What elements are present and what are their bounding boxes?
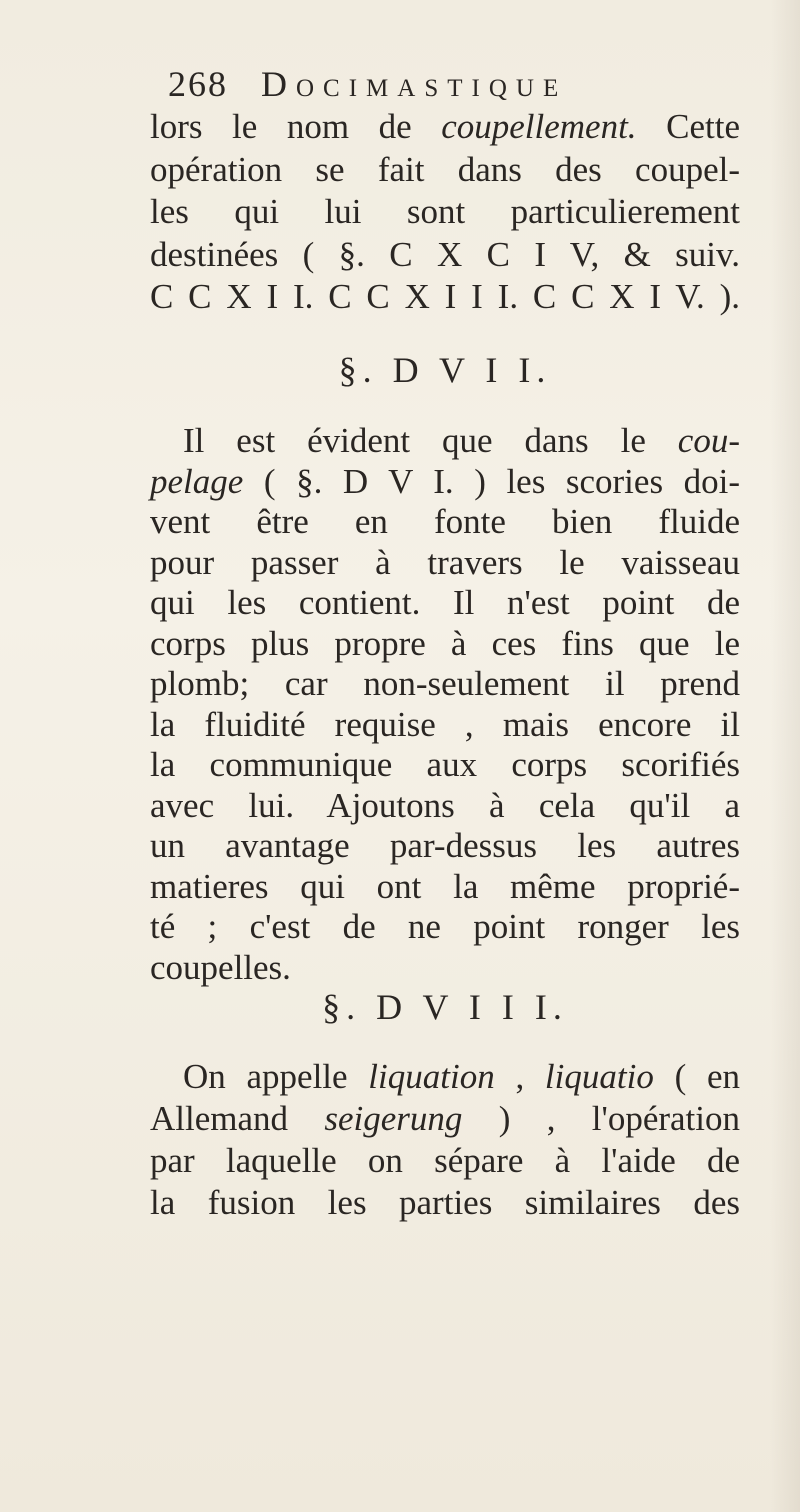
text-line (150, 276, 740, 318)
italic-term: pelage (150, 461, 244, 501)
text-line (183, 420, 740, 462)
text-line (150, 866, 740, 908)
page-header (168, 62, 768, 106)
text-run: par laquelle on sépare à l'aide de (150, 1141, 740, 1180)
text-run: Cette (636, 107, 740, 146)
text-line (150, 663, 740, 705)
text-run: ( §. D V I. ) les scories doi- (243, 461, 740, 501)
text-line (150, 106, 740, 148)
text-run: les qui lui sont particulierement (150, 192, 740, 231)
text-line (150, 191, 740, 233)
text-run: té ; c'est de ne point ronger les (150, 907, 740, 946)
text-line (150, 582, 740, 624)
text-line (150, 906, 740, 948)
text-run: C C X I I. C C X I I I. C C X I V. ). (150, 277, 740, 316)
text-run: qui les contient. Il n'est point de (150, 583, 740, 622)
text-run: matieres qui ont la même proprié- (150, 866, 740, 906)
text-run: destinées ( §. C X C I V, & suiv. (150, 234, 740, 274)
italic-term: cou- (677, 421, 740, 460)
text-run: corps plus propre à ces fins que le (150, 623, 740, 663)
text-line (183, 1056, 740, 1098)
running-title: Docimastique (261, 64, 568, 104)
text-run: On appelle (183, 1057, 369, 1096)
text-run: ( en (653, 1057, 740, 1096)
text-line (150, 501, 740, 543)
text-line (150, 947, 740, 989)
text-run: pour passer à travers le vaisseau (150, 542, 740, 582)
text-run: ) , l'opération (462, 1099, 740, 1138)
italic-term: coupellement. (441, 107, 637, 146)
text-run: la communique aux corps scorifiés (150, 745, 740, 784)
text-line (150, 825, 740, 867)
text-line (150, 1140, 740, 1182)
text-line (150, 744, 740, 786)
text-line (150, 542, 740, 584)
text-run: coupelles. (150, 947, 291, 987)
text-run: la fluidité requise , mais encore il (150, 704, 740, 744)
text-run: Il est évident que dans le (183, 421, 678, 460)
text-line (150, 1182, 740, 1224)
text-run: vent être en fonte bien fluide (150, 502, 740, 541)
section-heading-dvii: §. D V I I. (338, 350, 552, 390)
text-run: lors le nom de (150, 107, 442, 146)
text-line (150, 1098, 740, 1140)
section-heading-dviii: §. D V I I I. (322, 987, 568, 1027)
text-run: la fusion les parties similaires des (150, 1183, 740, 1222)
text-run: plomb; car non-seulement il prend (150, 664, 740, 703)
text-run: opération se fait dans des coupel- (150, 149, 740, 189)
text-run: Allemand (150, 1099, 325, 1138)
italic-term: liquatio (544, 1057, 654, 1096)
text-line (150, 461, 740, 503)
italic-term: liquation (368, 1057, 495, 1096)
text-line (150, 623, 740, 665)
text-line (150, 234, 740, 276)
text-line (150, 149, 740, 191)
italic-term: seigerung (324, 1099, 463, 1138)
text-run: un avantage par-dessus les autres (150, 826, 740, 865)
text-run: avec lui. Ajoutons à cela qu'il a (150, 785, 740, 825)
text-line (150, 704, 740, 746)
text-run: , (494, 1057, 545, 1096)
page-edge-shadow (770, 0, 800, 1512)
text-line (150, 785, 740, 827)
page-number: 268 (168, 64, 228, 104)
